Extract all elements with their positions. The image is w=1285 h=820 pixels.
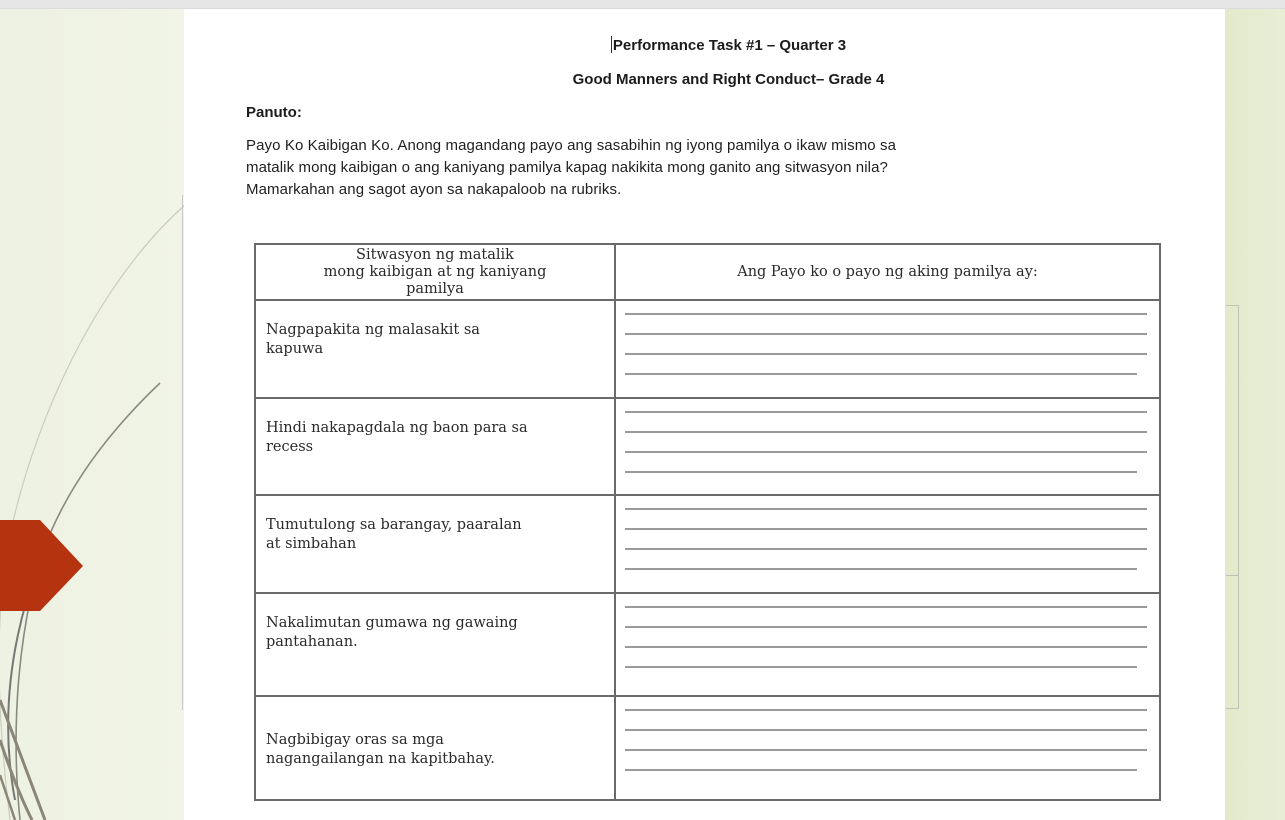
situation-text: Hindi nakapagdala ng baon para sa xyxy=(266,420,528,436)
answer-cell[interactable] xyxy=(615,300,1160,398)
answer-line[interactable] xyxy=(625,646,1147,649)
instructions-text xyxy=(246,135,1174,201)
situation-text: Nakalimutan gumawa ng gawaing xyxy=(266,615,518,631)
text-cursor xyxy=(611,36,612,53)
instructions-heading: Panuto: xyxy=(246,104,302,121)
table-row xyxy=(255,495,1160,593)
instructions-line: Mamarkahan ang sagot ayon sa nakapaloob na rubriks. xyxy=(246,181,622,198)
table-row xyxy=(255,300,1160,398)
situation-text: Nagpapakita ng malasakit sa xyxy=(266,322,480,338)
answer-line[interactable] xyxy=(625,606,1147,609)
document-title[interactable] xyxy=(184,36,1225,54)
answer-line[interactable] xyxy=(625,451,1147,454)
answer-line[interactable] xyxy=(625,568,1137,571)
slide-placeholder-edge xyxy=(182,195,183,710)
advice-table xyxy=(254,243,1161,801)
answer-line[interactable] xyxy=(625,626,1147,629)
answer-line[interactable] xyxy=(625,729,1147,732)
situation-cell xyxy=(255,495,615,593)
document-page xyxy=(184,9,1225,820)
header-advice: Ang Payo ko o payo ng aking pamilya ay: xyxy=(615,244,1160,300)
header-situation xyxy=(255,244,615,300)
answer-cell[interactable] xyxy=(615,696,1160,800)
header-situation-line: pamilya xyxy=(406,280,464,297)
table-header-row xyxy=(255,244,1160,300)
answer-cell[interactable] xyxy=(615,593,1160,696)
situation-text: kapuwa xyxy=(266,341,324,357)
answer-line[interactable] xyxy=(625,431,1147,434)
header-situation-line: Sitwasyon ng matalik xyxy=(356,246,514,263)
answer-line[interactable] xyxy=(625,709,1147,712)
situation-text: recess xyxy=(266,439,314,455)
table-row xyxy=(255,696,1160,800)
situation-text: Tumutulong sa barangay, paaralan xyxy=(266,517,522,533)
instructions-line: matalik mong kaibigan o ang kaniyang pamilya kapag nakikita mong ganito ang sitwasyon nila? xyxy=(246,159,888,176)
answer-line[interactable] xyxy=(625,508,1147,511)
answer-cell[interactable] xyxy=(615,398,1160,495)
header-situation-line: mong kaibigan at ng kaniyang xyxy=(323,263,547,280)
red-arrow-shape-icon xyxy=(0,520,90,612)
answer-cell[interactable] xyxy=(615,495,1160,593)
answer-line[interactable] xyxy=(625,769,1137,772)
situation-text: nagangailangan na kapitbahay. xyxy=(266,751,495,767)
situation-text: pantahanan. xyxy=(266,634,358,650)
situation-cell xyxy=(255,593,615,696)
situation-cell xyxy=(255,398,615,495)
answer-line[interactable] xyxy=(625,548,1147,551)
slide-placeholder-divider xyxy=(1226,575,1238,576)
table-row xyxy=(255,593,1160,696)
answer-line[interactable] xyxy=(625,373,1137,376)
slide-placeholder-outline xyxy=(1226,305,1239,709)
answer-line[interactable] xyxy=(625,333,1147,336)
instructions-line: Payo Ko Kaibigan Ko. Anong magandang payo ang sasabihin ng iyong pamilya o ikaw mismo sa xyxy=(246,137,897,154)
answer-line[interactable] xyxy=(625,313,1147,316)
situation-cell xyxy=(255,696,615,800)
answer-line[interactable] xyxy=(625,666,1137,669)
table-row xyxy=(255,398,1160,495)
situation-text: Nagbibigay oras sa mga xyxy=(266,732,444,748)
answer-line[interactable] xyxy=(625,471,1137,474)
answer-line[interactable] xyxy=(625,749,1147,752)
document-title-text: Performance Task #1 – Quarter 3 xyxy=(612,37,847,54)
document-subtitle: Good Manners and Right Conduct– Grade 4 xyxy=(572,71,885,88)
answer-line[interactable] xyxy=(625,411,1147,414)
answer-line[interactable] xyxy=(625,528,1147,531)
situation-cell xyxy=(255,300,615,398)
answer-line[interactable] xyxy=(625,353,1147,356)
situation-text: at simbahan xyxy=(266,536,357,552)
